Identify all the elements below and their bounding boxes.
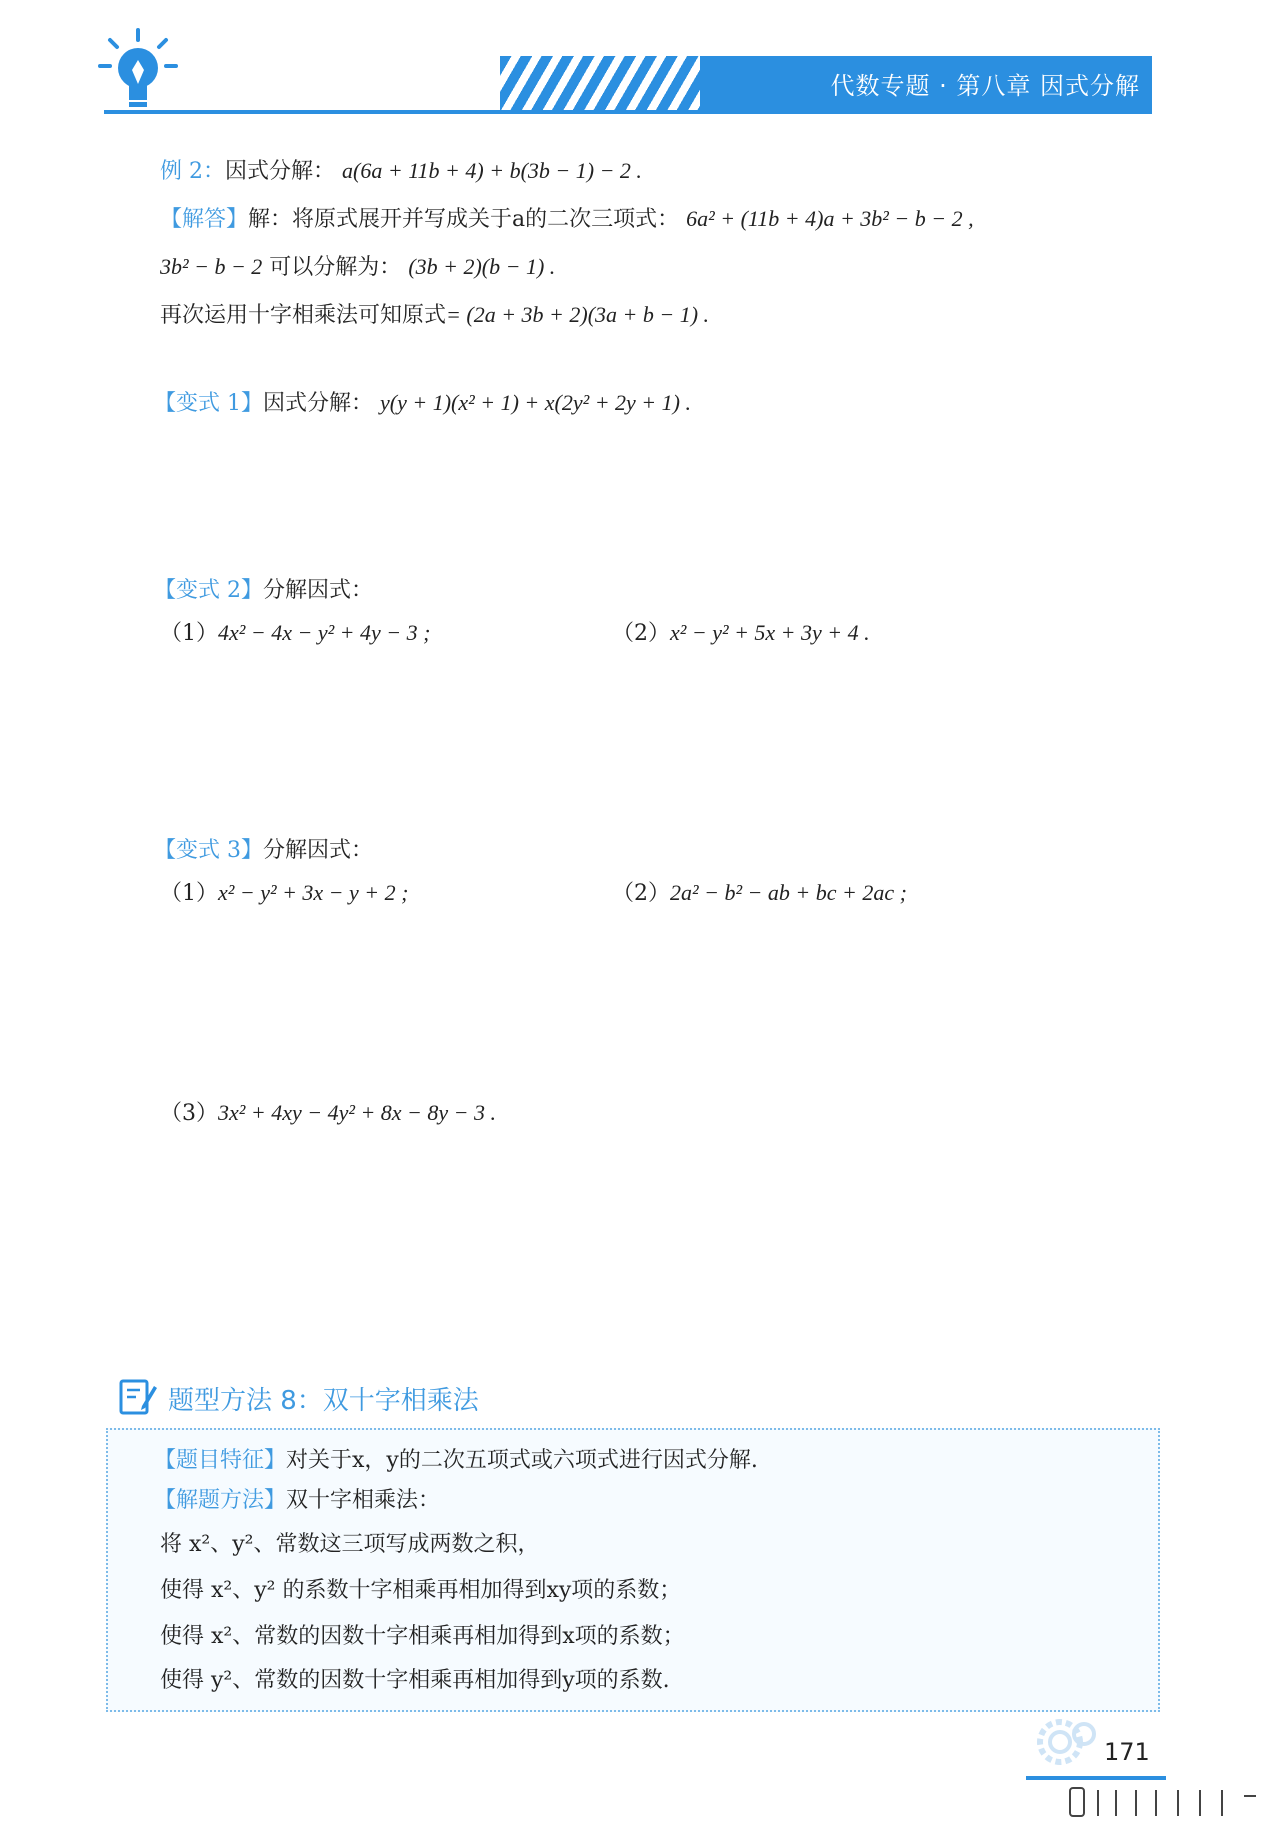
variant-3-item-1-number: （1）: [160, 881, 218, 906]
answer-line-3: [160, 300, 709, 331]
example-prompt: 因式分解：: [225, 159, 336, 184]
header-rule: [104, 110, 1152, 114]
variant-2-heading: [154, 576, 373, 606]
variant-1-expression: y(y + 1)(x² + 1) + x(2y² + 2y + 1) .: [380, 390, 691, 415]
header-stripes: [500, 56, 700, 112]
method-step: 使得 x²、常数的因数十字相乘再相加得到x项的系数；: [160, 1624, 685, 1649]
variant-3-item-3-number: （3）: [160, 1101, 218, 1126]
example-2-line: [160, 156, 642, 187]
answer-line-2-result: (3b + 2)(b − 1) .: [408, 254, 556, 279]
page-number: 171: [1104, 1738, 1150, 1766]
answer-line-2: [160, 252, 555, 283]
variant-3-item-2-expression: 2a² − b² − ab + bc + 2ac ;: [670, 880, 907, 905]
lightbulb-icon: [96, 26, 180, 116]
variant-3-tag: 【变式 3】: [154, 838, 263, 863]
notepad-pen-icon: [118, 1376, 158, 1416]
variant-2-item-1-expression: 4x² − 4x − y² + 4y − 3 ;: [218, 620, 431, 645]
variant-1-prompt: 因式分解：: [263, 391, 374, 416]
edge-marks: [990, 1786, 1260, 1820]
variant-3-heading: [154, 836, 373, 866]
approach-tag: 【解题方法】: [154, 1488, 287, 1513]
example-label: 例 2：: [160, 159, 225, 184]
method-approach: [154, 1486, 440, 1516]
variant-3-item-1-expression: x² − y² + 3x − y + 2 ;: [218, 880, 409, 905]
feature-text: 对关于x，y的二次五项式或六项式进行因式分解.: [286, 1448, 758, 1473]
variant-1-tag: 【变式 1】: [154, 391, 263, 416]
variant-3-item-3-expression: 3x² + 4xy − 4y² + 8x − 8y − 3 .: [218, 1100, 497, 1125]
method-step: 使得 x²、y² 的系数十字相乘再相加得到xy项的系数；: [160, 1578, 682, 1603]
variant-2-tag: 【变式 2】: [154, 578, 263, 603]
answer-tag: 【解答】: [160, 207, 249, 232]
variant-3-item-1: [160, 878, 408, 909]
variant-2-prompt: 分解因式：: [263, 578, 374, 603]
variant-3-item-2-number: （2）: [612, 881, 670, 906]
answer-line-1-text: 解：将原式展开并写成关于a的二次三项式：: [248, 207, 680, 232]
answer-line-3-text: 再次运用十字相乘法可知原式: [160, 303, 447, 328]
approach-text: 双十字相乘法：: [286, 1488, 441, 1513]
answer-line-2-text: 可以分解为：: [269, 255, 402, 280]
feature-tag: 【题目特征】: [154, 1448, 287, 1473]
variant-2-item-2-number: （2）: [612, 621, 670, 646]
method-step: 将 x²、y²、常数这三项写成两数之积，: [160, 1532, 540, 1557]
answer-line-1-expression: 6a² + (11b + 4)a + 3b² − b − 2 ,: [686, 206, 974, 231]
variant-3-prompt: 分解因式：: [263, 838, 374, 863]
footer-rule: [1026, 1776, 1166, 1780]
method-feature: [154, 1446, 758, 1476]
answer-line-2-expression: 3b² − b − 2: [160, 254, 263, 279]
method-step: 使得 y²、常数的因数十字相乘再相加得到y项的系数.: [160, 1668, 670, 1693]
variant-3-item-3: [160, 1098, 496, 1129]
gear-icon: [1030, 1712, 1100, 1772]
variant-2-item-1-number: （1）: [160, 621, 218, 646]
variant-2-item-1: [160, 618, 430, 649]
answer-line-3-expression: = (2a + 3b + 2)(3a + b − 1) .: [446, 302, 710, 327]
answer-line-1: [160, 204, 974, 235]
chapter-title: 代数专题 · 第八章 因式分解: [830, 72, 1140, 100]
method-heading: 题型方法 8：双十字相乘法: [168, 1386, 479, 1416]
variant-2-item-2: [612, 618, 870, 649]
variant-1-line: [154, 388, 691, 419]
variant-2-item-2-expression: x² − y² + 5x + 3y + 4 .: [670, 620, 870, 645]
example-expression: a(6a + 11b + 4) + b(3b − 1) − 2 .: [342, 158, 642, 183]
variant-3-item-2: [612, 878, 907, 909]
